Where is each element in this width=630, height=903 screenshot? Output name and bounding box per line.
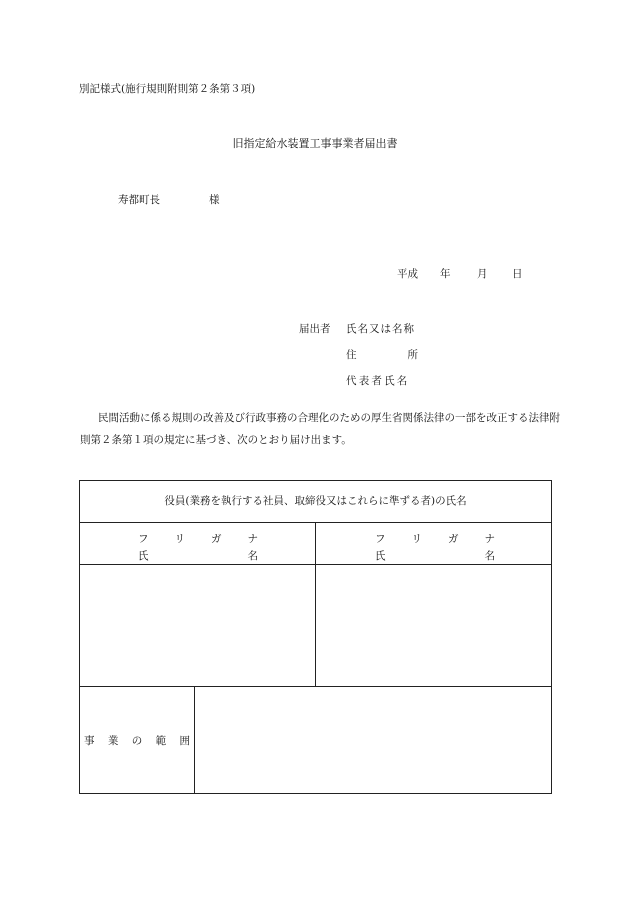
business-scope-label [80,736,194,747]
form-reference: 別記様式(施行規則附則第２条第３項) [79,83,256,95]
address-char: 住 [346,349,357,361]
address-char: 所 [407,349,418,361]
scope-column-divider [194,686,195,794]
honorific: 様 [209,194,220,206]
column-header-right [375,531,495,563]
column-header-left [138,531,258,563]
name-char: 名 [247,550,258,562]
applicant-label: 届出者 [299,323,331,335]
furigana-row [138,531,258,546]
furigana-char: ナ [247,533,258,545]
name-row [375,548,495,563]
name-field-label: 氏名又は名称 [346,323,415,335]
address-field-label [346,350,418,361]
scope-char: 囲 [179,735,190,747]
name-row [138,548,258,563]
scope-char: の [131,735,143,747]
furigana-char: ナ [484,533,495,545]
date-day-label: 日 [512,268,523,280]
furigana-char: リ [411,533,422,545]
name-char: 名 [484,550,495,562]
scope-char: 範 [155,735,167,747]
furigana-char: リ [174,533,185,545]
name-char: 氏 [138,550,149,562]
officers-header: 役員(業務を執行する社員、取締役又はこれらに準ずる者)の氏名 [164,495,467,507]
furigana-row [375,531,495,546]
representative-field-label: 代表者氏名 [346,375,410,387]
date-year-label: 年 [440,268,451,280]
furigana-char: フ [138,533,149,545]
furigana-char: フ [375,533,386,545]
name-char: 氏 [375,550,386,562]
date-month-label: 月 [477,268,488,280]
date-era: 平成 [397,268,418,280]
document-title: 旧指定給水装置工事事業者届出書 [232,137,398,150]
table-column-divider [315,522,316,686]
addressee: 寿都町長 [118,194,160,206]
scope-char: 事 [84,735,95,747]
body-text: 民間活動に係る規則の改善及び行政事務の合理化のための厚生省関係法律の一部を改正する法律附則第２条第１項の規定に基づき、次のとおり届け出ます。 [80,412,560,446]
furigana-char: ガ [211,533,222,545]
scope-char: 業 [107,735,119,747]
table-divider [79,686,552,687]
furigana-char: ガ [448,533,459,545]
